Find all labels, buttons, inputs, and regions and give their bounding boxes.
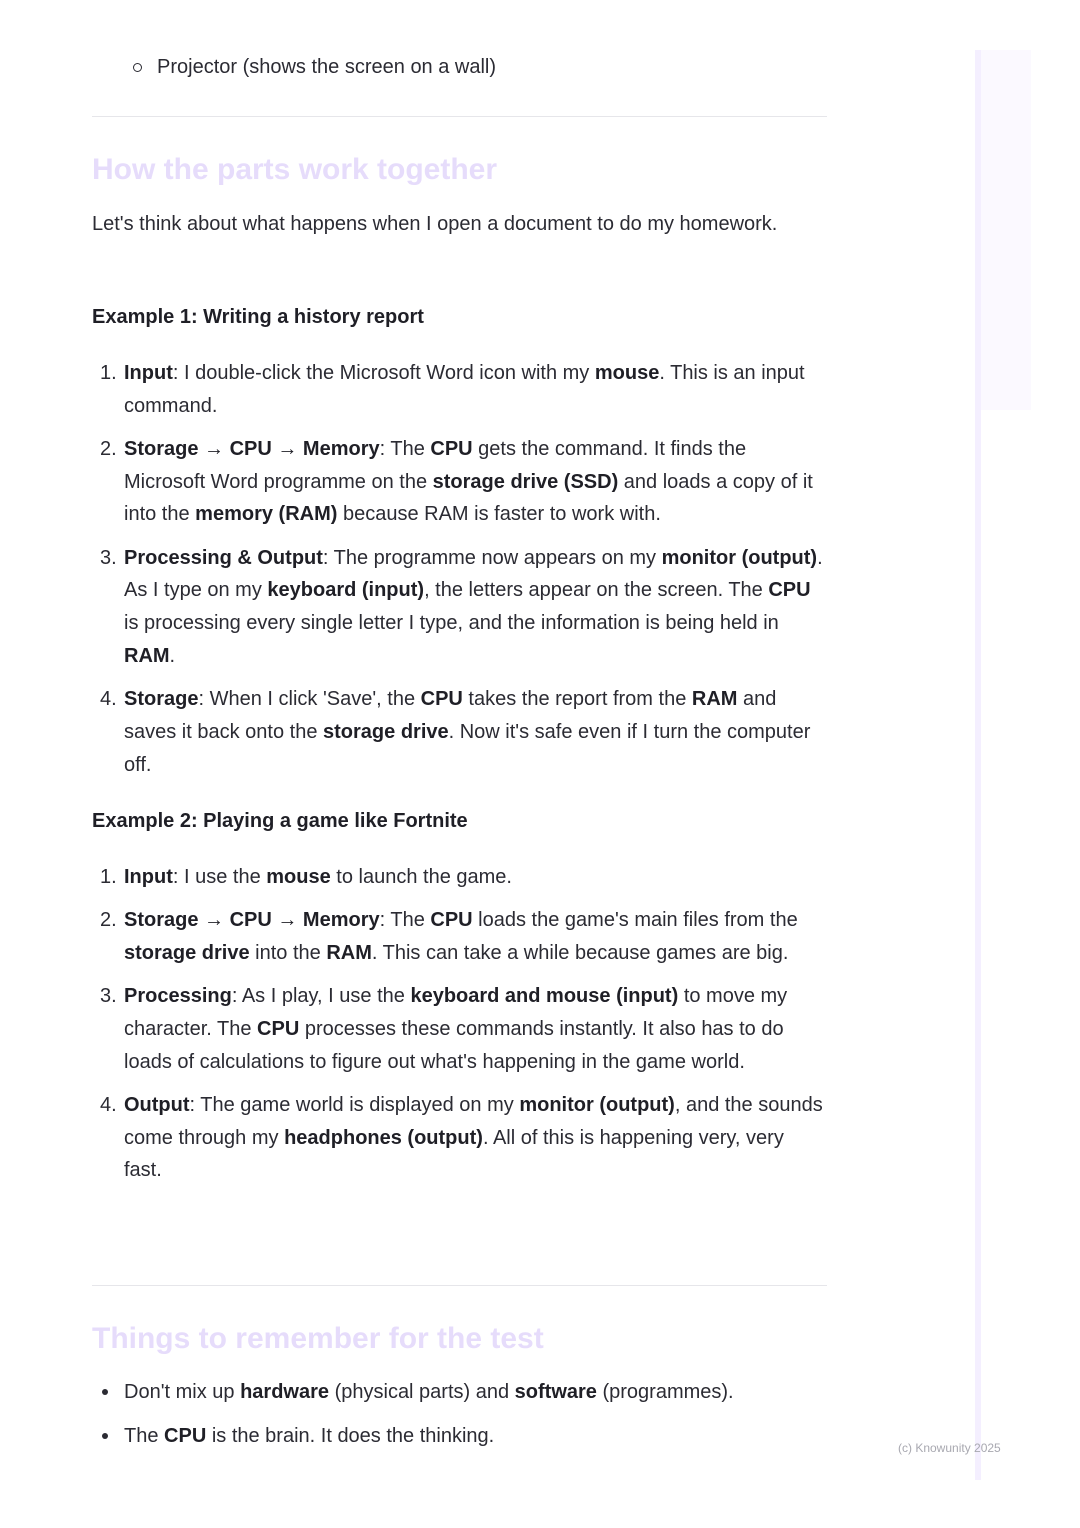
text-run: : When I click 'Save', the: [198, 688, 421, 711]
text-run: . As I type on my: [124, 546, 823, 602]
step-number: 4.: [100, 688, 117, 711]
text-run: (programmes).: [596, 1381, 734, 1403]
step-number: 1.: [100, 362, 117, 384]
example2-step: [100, 980, 826, 1078]
section-divider: [92, 1285, 827, 1286]
remember-bullet: [124, 1376, 826, 1408]
bold-term: keyboard (input): [267, 579, 425, 602]
bold-term: Processing & Output: [124, 546, 323, 569]
bold-term: Storage → CPU → Memory: [124, 909, 380, 932]
text-run: . All of this is happening very, very fast.: [124, 1126, 784, 1182]
text-run: (physical parts) and: [329, 1381, 515, 1403]
bold-term: mouse: [594, 362, 660, 384]
example2-step: [100, 904, 826, 969]
bold-term: CPU: [257, 1018, 300, 1040]
text-run: to move my character. The: [124, 985, 788, 1040]
example2-steps: [100, 861, 826, 1187]
bold-term: RAM: [691, 688, 738, 711]
example2-title: Example 2: Playing a game like Fortnite: [92, 810, 468, 832]
example1-title: Example 1: Writing a history report: [92, 306, 424, 328]
bold-term: mouse: [266, 866, 331, 888]
text-run: is the brain. It does the thinking.: [206, 1425, 495, 1447]
text-run: and saves it back onto the: [124, 688, 777, 743]
section-heading-parts: How the parts work together: [92, 153, 498, 186]
section-divider: [92, 116, 827, 117]
copyright-text: (c) Knowunity 2025: [898, 1441, 1001, 1455]
example1-step: [100, 683, 826, 781]
bold-term: Storage → CPU → Memory: [124, 438, 380, 460]
text-run: to launch the game.: [330, 866, 512, 888]
text-run: into the: [249, 942, 327, 964]
text-run: : I use the: [172, 866, 267, 888]
bold-term: memory (RAM): [195, 503, 338, 526]
text-run: is processing every single letter I type, and the information is being held in: [124, 612, 779, 635]
bold-term: RAM: [326, 942, 372, 964]
bold-term: Input: [124, 866, 173, 888]
text-run: The: [124, 1425, 165, 1447]
example1-step: [100, 357, 826, 422]
sidebar-edge: [975, 50, 981, 1480]
text-run: : The programme now appears on my: [322, 546, 662, 569]
text-run: . Now it's safe even if I turn the computer off.: [124, 720, 811, 776]
text-run: processes these commands instantly. It also has to do loads of calculations to figure out what's happening in the game world.: [124, 1018, 784, 1073]
bold-term: storage drive (SSD): [432, 470, 619, 493]
sidebar-panel: [975, 50, 1031, 410]
remember-bullet: [124, 1420, 826, 1452]
text-run: , the letters appear on the screen. The: [424, 579, 769, 602]
text-run: : The game world is displayed on my: [189, 1094, 520, 1116]
bold-term: Storage: [124, 688, 199, 711]
example2-step: [100, 1089, 826, 1187]
bold-term: monitor (output): [519, 1094, 675, 1116]
bold-term: keyboard and mouse (input): [410, 985, 679, 1008]
bold-term: CPU: [430, 438, 473, 460]
bold-term: CPU: [164, 1425, 207, 1447]
step-number: 2.: [100, 909, 117, 932]
bold-term: Input: [124, 362, 173, 384]
text-run: , and the sounds come through my: [124, 1094, 823, 1149]
example1-steps: [100, 357, 826, 781]
text-run: .: [169, 644, 176, 667]
bold-term: hardware: [240, 1381, 330, 1403]
text-run: : As I play, I use the: [231, 985, 411, 1008]
section-heading-remember: Things to remember for the test: [92, 1322, 544, 1355]
step-number: 3.: [100, 985, 117, 1008]
step-number: 1.: [100, 866, 117, 888]
step-number: 4.: [100, 1094, 117, 1116]
example2-step: [100, 861, 826, 894]
example1-step: [100, 433, 826, 531]
text-run: because RAM is faster to work with.: [337, 503, 661, 526]
text-run: : The: [379, 438, 431, 460]
example1-step: [100, 542, 826, 673]
text-run: gets the command. It finds the Microsoft Word programme on the: [124, 438, 747, 493]
text-run: . This is an input command.: [124, 362, 805, 417]
bold-term: storage drive: [124, 942, 250, 964]
bold-term: software: [514, 1381, 597, 1403]
bold-term: RAM: [124, 644, 170, 667]
bold-term: CPU: [430, 909, 473, 932]
text-run: takes the report from the: [462, 688, 692, 711]
bold-term: CPU: [420, 688, 463, 711]
bold-term: storage drive: [323, 720, 449, 743]
remember-bullets: [124, 1376, 826, 1452]
bullet-projector: Projector (shows the screen on a wall): [157, 51, 837, 83]
step-number: 3.: [100, 546, 117, 569]
step-number: 2.: [100, 438, 117, 460]
bold-term: monitor (output): [661, 546, 818, 569]
bold-term: Output: [124, 1094, 190, 1116]
text-run: : I double-click the Microsoft Word icon with my: [172, 362, 595, 384]
text-run: : The: [379, 909, 431, 932]
text-run: Don't mix up: [124, 1381, 241, 1403]
bold-term: Processing: [124, 985, 232, 1008]
bold-term: CPU: [768, 579, 811, 602]
text-run: and loads a copy of it into the: [124, 470, 813, 526]
text-run: . This can take a while because games are big.: [371, 942, 789, 964]
intro-paragraph: Let's think about what happens when I open a document to do my homework.: [92, 213, 778, 235]
text-run: loads the game's main files from the: [472, 909, 798, 932]
bold-term: headphones (output): [284, 1126, 483, 1149]
